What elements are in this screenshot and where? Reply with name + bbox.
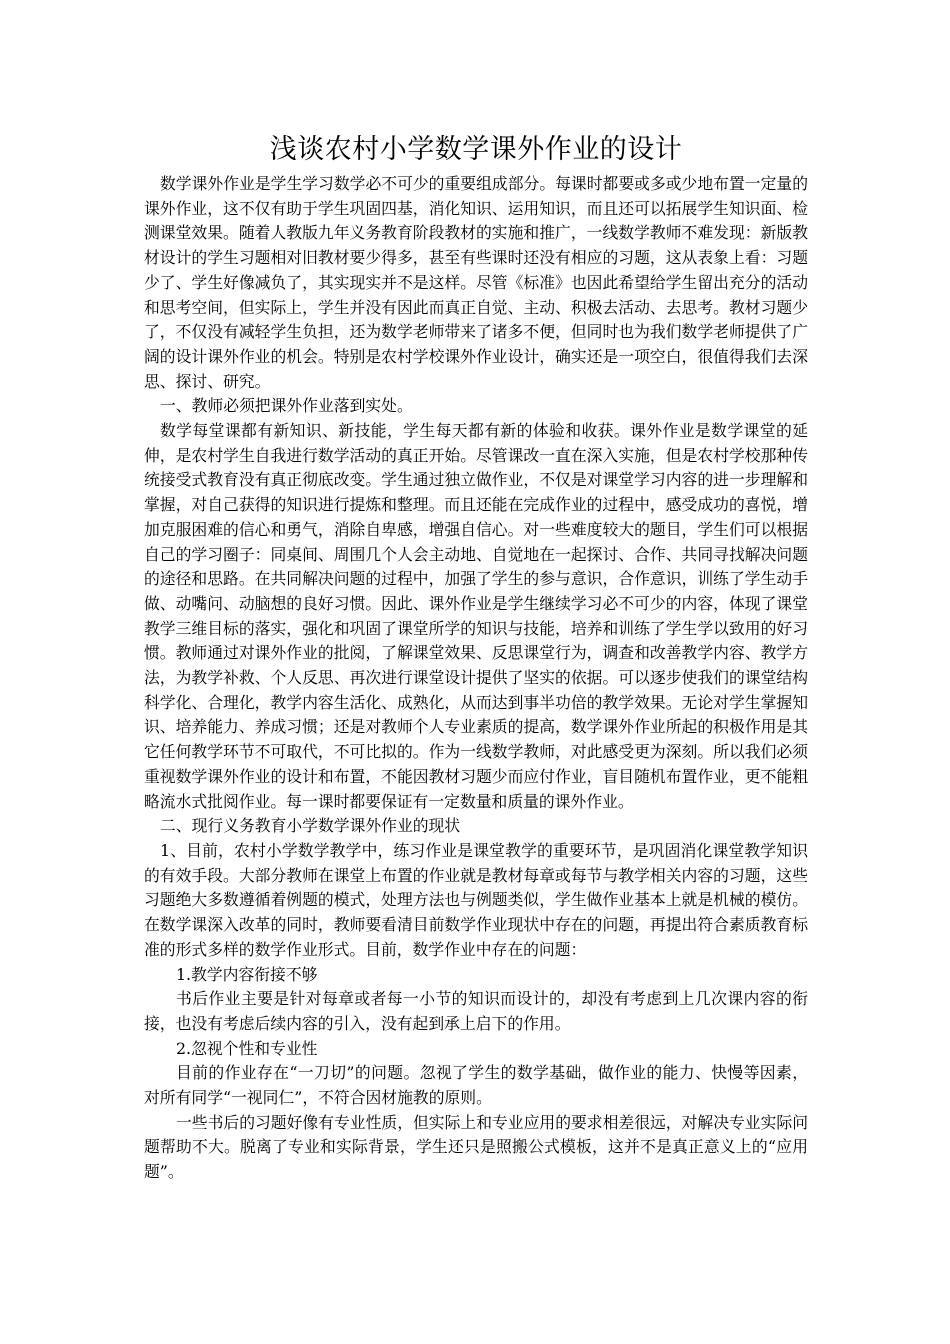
subheading-1: 1.教学内容衔接不够 [176,964,318,984]
section-2-paragraph: 1、目前，农村小学数学教学中，练习作业是课堂教学的重要环节，是巩固消化课堂教学知识的有效手段。大部分教师在课堂上布置的作业就是教材每章或每节与教学相关内容的习题，这些习题绝大多数遵循着例题的模式，处理方法也与例题类似，学生做作业基本上就是机械的模仿。在数学课深入改革的同时，教师要看清目前数学作业现状中存在的问题，再提出符合素质教育标准的形式多样的数学作业形式。目前，数学作业中存在的问题： [144,840,808,959]
document-page [144,130,808,1185]
section-heading-2: 二、现行义务教育小学数学课外作业的现状 [160,816,461,836]
section-heading-1: 一、教师必须把课外作业落到实处。 [160,396,413,416]
subheading-2-paragraph-1: 目前的作业存在“一刀切”的问题。忽视了学生的数学基础，做作业的能力、快慢等因素，对所有同学“一视同仁”，不符合因材施教的原则。 [144,1063,808,1108]
intro-paragraph: 数学课外作业是学生学习数学必不可少的重要组成部分。每课时都要或多或少地布置一定量的课外作业，这不仅有助于学生巩固四基，消化知识、运用知识，而且还可以拓展学生知识面、检测课堂效果。随着人教版九年义务教育阶段教材的实施和推广，一线数学教师不难发现：新版教材设计的学生习题相对旧教材要少得多，甚至有些课时还没有相应的习题，这从表象上看：习题少了、学生好像减负了，其实现实并不是这样。尽管《标准》也因此希望给学生留出充分的活动和思考空间，但实际上，学生并没有因此而真正自觉、主动、积极去活动、去思考。教材习题少了，不仅没有减轻学生负担，还为数学老师带来了诸多不便，但同时也为我们数学老师提供了广阔的设计课外作业的机会。特别是农村学校课外作业设计，确实还是一项空白，很值得我们去深思、探讨、研究。 [144,174,808,391]
section-1-paragraph: 数学每堂课都有新知识、新技能，学生每天都有新的体验和收获。课外作业是数学课堂的延伸，是农村学生自我进行数学活动的真正开始。尽管课改一直在深入实施，但是农村学校那种传统接受式教育没有真正彻底改变。学生通过独立做作业，不仅是对课堂学习内容的进一步理解和掌握，对自己获得的知识进行提炼和整理。而且还能在完成作业的过程中，感受成功的喜悦，增加克服困难的信心和勇气，消除自卑感，增强自信心。对一些难度较大的题目，学生们可以根据自己的学习圈子：同桌间、周围几个人会主动地、自觉地在一起探讨、合作、共同寻找解决问题的途径和思路。在共同解决问题的过程中，加强了学生的参与意识，合作意识，训练了学生动手做、动嘴问、动脑想的良好习惯。因此、课外作业是学生继续学习必不可少的内容，体现了课堂教学三维目标的落实，强化和巩固了课堂所学的知识与技能，培养和训练了学生学以致用的好习惯。教师通过对课外作业的批阅，了解课堂效果、反思课堂行为，调查和改善教学内容、教学方法，为教学补救、个人反思、再次进行课堂设计提供了坚实的依据。可以逐步使我们的课堂结构科学化、合理化，教学内容生活化、成熟化，从而达到事半功倍的教学效果。无论对学生掌握知识、培养能力、养成习惯；还是对教师个人专业素质的提高，数学课外作业所起的积极作用是其它任何教学环节不可取代，不可比拟的。作为一线数学教师，对此感受更为深刻。所以我们必须重视数学课外作业的设计和布置，不能因教材习题少而应付作业，盲目随机布置作业，更不能粗略流水式批阅作业。每一课时都要保证有一定数量和质量的课外作业。 [144,421,808,811]
subheading-1-paragraph: 书后作业主要是针对每章或者每一小节的知识而设计的，却没有考虑到上几次课内容的衔接，也没有考虑后续内容的引入，没有起到承上启下的作用。 [144,989,808,1033]
document-title: 浅谈农村小学数学课外作业的设计 [269,134,683,165]
subheading-2-paragraph-2: 一些书后的习题好像有专业性质，但实际上和专业应用的要求相差很远，对解决专业实际问题帮助不大。脱离了专业和实际背景，学生还只是照搬公式模板，这并不是真正意义上的“应用题”。 [144,1112,808,1182]
subheading-2: 2.忽视个性和专业性 [176,1038,318,1058]
